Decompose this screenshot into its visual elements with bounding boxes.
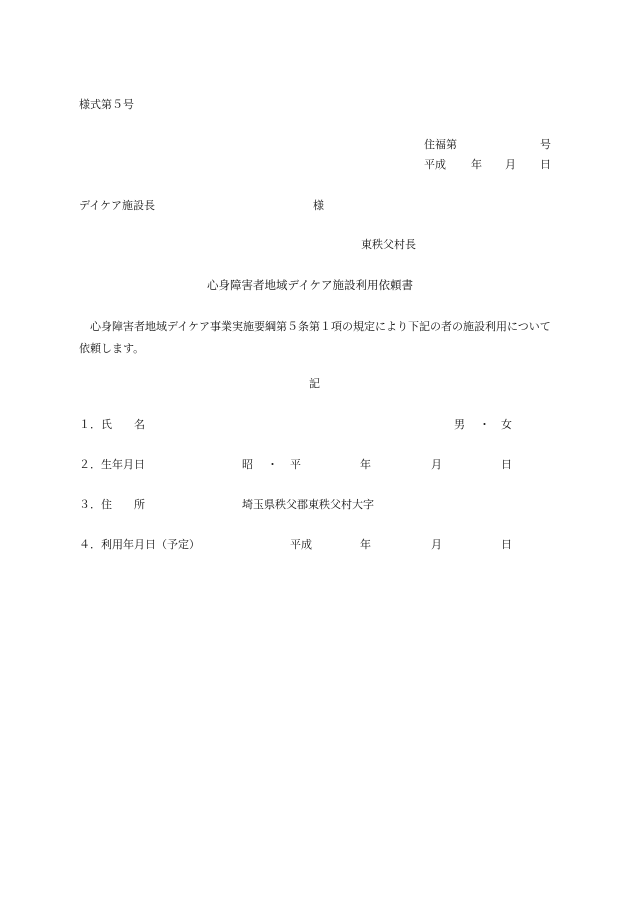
form-number: 様式第５号 bbox=[79, 98, 134, 111]
reference-number-suffix: 号 bbox=[540, 138, 551, 151]
birth-era-separator: ・ bbox=[267, 458, 278, 471]
ki-marker: 記 bbox=[309, 377, 320, 390]
document-title: 心身障害者地域デイケア施設利用依頼書 bbox=[207, 278, 413, 292]
issue-date-month-unit: 月 bbox=[505, 158, 516, 171]
item-usage-date-label: ４．利用年月日（予定） bbox=[79, 538, 200, 551]
gender-female: 女 bbox=[501, 418, 512, 431]
birth-year-unit: 年 bbox=[360, 458, 371, 471]
gender-male: 男 bbox=[454, 418, 465, 431]
gender-separator: ・ bbox=[479, 418, 490, 431]
item-birth-label: ２．生年月日 bbox=[79, 458, 145, 471]
usage-month-unit: 月 bbox=[431, 538, 442, 551]
item-address-label: ３．住 所 bbox=[79, 498, 145, 511]
birth-era-showa: 昭 bbox=[242, 458, 253, 471]
usage-day-unit: 日 bbox=[501, 538, 512, 551]
address-value: 埼玉県秩父郡東秩父村大字 bbox=[242, 498, 374, 511]
birth-month-unit: 月 bbox=[431, 458, 442, 471]
usage-era: 平成 bbox=[290, 538, 312, 551]
usage-year-unit: 年 bbox=[360, 538, 371, 551]
issue-date-era: 平成 bbox=[424, 158, 446, 171]
issue-date-year-unit: 年 bbox=[471, 158, 482, 171]
request-body: 心身障害者地域デイケア事業実施要綱第５条第１項の規定により下記の者の施設利用について依頼します。 bbox=[79, 320, 551, 355]
issue-date-day-unit: 日 bbox=[540, 158, 551, 171]
reference-number-prefix: 住福第 bbox=[424, 138, 457, 151]
addressee-name: デイケア施設長 bbox=[79, 199, 156, 212]
birth-day-unit: 日 bbox=[501, 458, 512, 471]
item-name-label: １．氏 名 bbox=[79, 418, 145, 431]
birth-era-heisei: 平 bbox=[290, 458, 301, 471]
addressee-honorific: 様 bbox=[313, 199, 324, 212]
issuer-name: 東秩父村長 bbox=[361, 238, 416, 251]
